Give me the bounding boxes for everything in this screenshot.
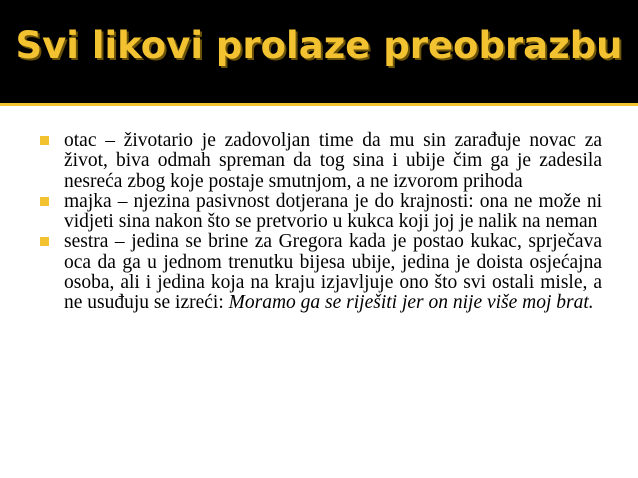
slide-title: Svi likovi prolaze preobrazbu bbox=[15, 24, 623, 67]
title-accent-line bbox=[0, 103, 638, 106]
bullet-item-sestra bbox=[40, 232, 602, 313]
square-bullet-icon bbox=[40, 237, 49, 246]
bullet-text: sestra – jedina se brine za Gregora kada je postao kukac, sprječava oca da ga u jednom trenutku bijesa ubije, jedina je doista osjećajna osoba, ali i jedina koja na kraju izjavljuje ono što svi ostali misle, a ne usuđuju se izreći: bbox=[64, 231, 602, 314]
bullet-text: otac – životario je zadovoljan time da mu sin zarađuje novac za život, biva odmah spreman da tog sina i ubije čim ga je zadesila nesreća zbog koje postaje smutnjom, a ne izvorom prihoda bbox=[64, 130, 602, 192]
bullet-list bbox=[40, 131, 602, 314]
square-bullet-icon bbox=[40, 197, 49, 206]
bullet-item-otac bbox=[40, 131, 602, 192]
title-bar bbox=[0, 0, 638, 103]
bullet-quote: Moramo ga se riješiti jer on nije više moj brat. bbox=[228, 292, 594, 314]
bullet-item-majka bbox=[40, 192, 602, 233]
bullet-text: majka – njezina pasivnost dotjerana je do krajnosti: ona ne može ni vidjeti sina nakon što se pretvorio u kukca koji joj je nalik na neman bbox=[64, 190, 602, 233]
square-bullet-icon bbox=[40, 136, 49, 145]
